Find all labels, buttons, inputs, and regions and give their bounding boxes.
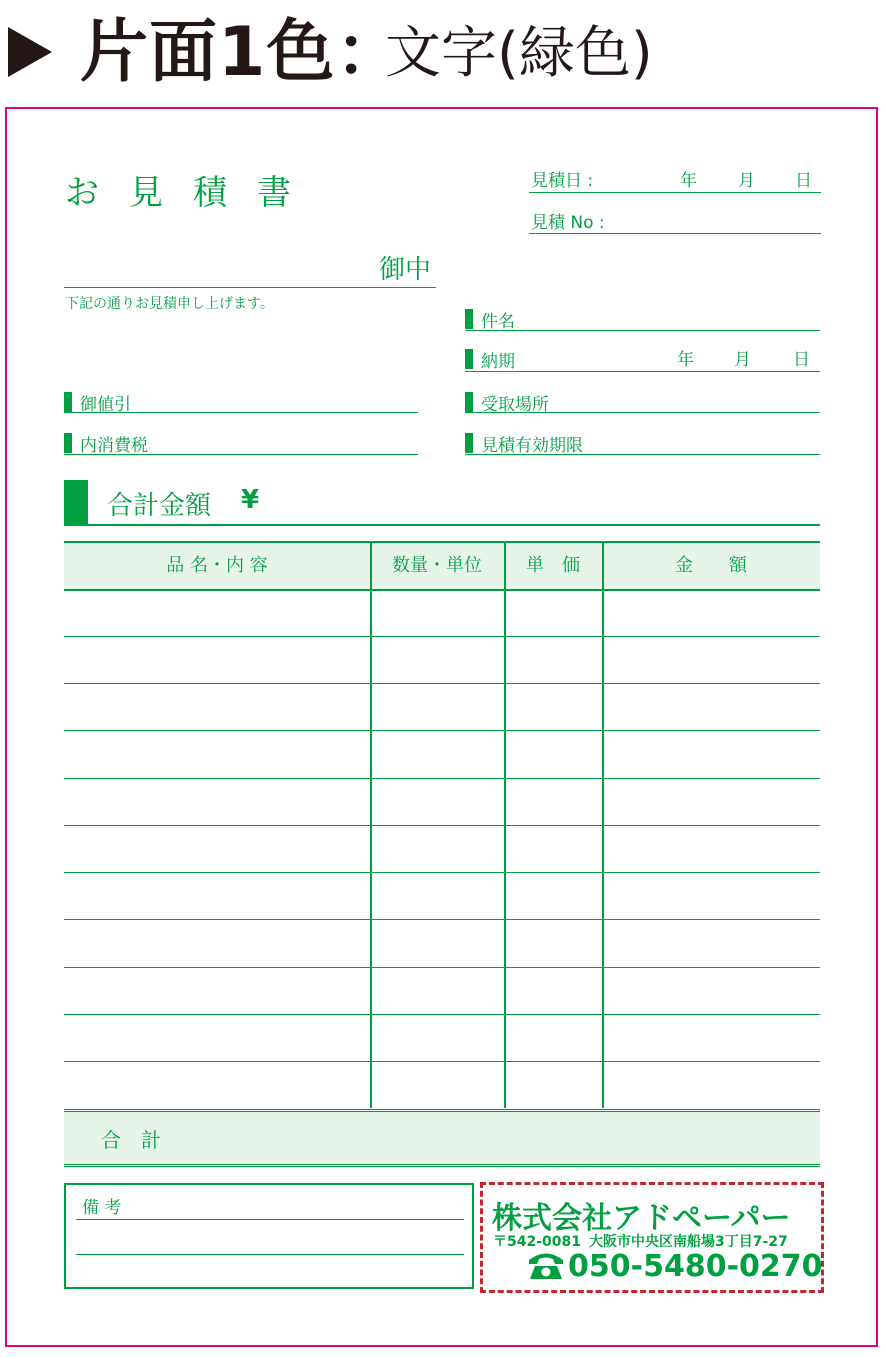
estimate-no-label: 見積 No : xyxy=(531,213,605,233)
page-header xyxy=(0,0,886,100)
field-marker xyxy=(64,392,72,412)
date-day: 日 xyxy=(795,171,812,191)
estimate-no-underline xyxy=(529,233,821,234)
remarks-label: 備 考 xyxy=(82,1198,122,1218)
company-stamp xyxy=(480,1182,824,1293)
subject-underline xyxy=(465,330,820,331)
table-row xyxy=(64,636,820,637)
date-label: 見積日 : xyxy=(531,171,594,191)
column-header-unit-price: 単 価 xyxy=(526,555,580,576)
company-postal: 〒542-0081 xyxy=(493,1234,581,1250)
column-header-item: 品 名・内 容 xyxy=(166,555,268,576)
table-row xyxy=(64,825,820,826)
remarks-line xyxy=(76,1219,464,1220)
total-amount-underline xyxy=(64,524,820,526)
column-divider xyxy=(370,541,372,1108)
column-divider xyxy=(602,541,604,1108)
recipient-suffix: 御中 xyxy=(379,255,432,285)
tax-underline xyxy=(64,454,418,455)
tax-label: 内消費税 xyxy=(80,436,148,456)
place-underline xyxy=(465,412,820,413)
field-marker xyxy=(465,309,473,329)
company-phone: 050-5480-0270 xyxy=(568,1249,823,1284)
delivery-label: 納期 xyxy=(481,352,515,372)
column-header-amount: 金 額 xyxy=(675,555,747,576)
delivery-month: 月 xyxy=(734,350,751,370)
delivery-year: 年 xyxy=(677,350,694,370)
total-amount-label: 合計金額 xyxy=(107,491,212,521)
table-row xyxy=(64,967,820,968)
remarks-line xyxy=(76,1254,464,1255)
field-marker xyxy=(465,349,473,369)
triangle-arrow-icon xyxy=(8,27,52,77)
estimate-form xyxy=(5,107,878,1347)
total-label: 合 計 xyxy=(101,1128,161,1152)
table-row xyxy=(64,872,820,873)
field-marker xyxy=(465,433,473,453)
total-amount-marker xyxy=(64,480,88,526)
table-row xyxy=(64,778,820,779)
yen-sign: ¥ xyxy=(241,485,260,515)
form-title: お見積書 xyxy=(65,173,321,213)
delivery-day: 日 xyxy=(793,350,810,370)
table-row xyxy=(64,683,820,684)
subject-label: 件名 xyxy=(481,312,515,332)
delivery-underline xyxy=(465,371,820,372)
intro-text: 下記の通りお見積申し上げます。 xyxy=(65,296,274,312)
header-title: 片面1色： xyxy=(80,13,405,92)
remarks-box xyxy=(64,1183,474,1289)
field-marker xyxy=(465,392,473,412)
date-underline xyxy=(529,192,821,193)
date-year: 年 xyxy=(680,171,697,191)
column-divider xyxy=(504,541,506,1108)
phone-icon xyxy=(526,1249,566,1281)
items-table xyxy=(64,541,822,1108)
field-marker xyxy=(64,433,72,453)
discount-label: 御値引 xyxy=(80,395,131,415)
column-header-quantity: 数量・単位 xyxy=(392,555,482,576)
company-name: 株式会社アドペーパー xyxy=(492,1201,791,1236)
date-month: 月 xyxy=(738,171,755,191)
header-subtitle: 文字(緑色) xyxy=(385,21,653,86)
table-row xyxy=(64,730,820,731)
table-row xyxy=(64,919,820,920)
place-label: 受取場所 xyxy=(481,395,549,415)
discount-underline xyxy=(64,412,418,413)
table-header xyxy=(64,541,820,591)
table-row xyxy=(64,1014,820,1015)
company-address: 大阪市中央区南船場3丁目7-27 xyxy=(589,1234,788,1250)
validity-label: 見積有効期限 xyxy=(481,436,583,456)
validity-underline xyxy=(465,454,820,455)
total-row xyxy=(64,1109,820,1167)
recipient-underline xyxy=(64,287,436,288)
table-row xyxy=(64,1061,820,1062)
